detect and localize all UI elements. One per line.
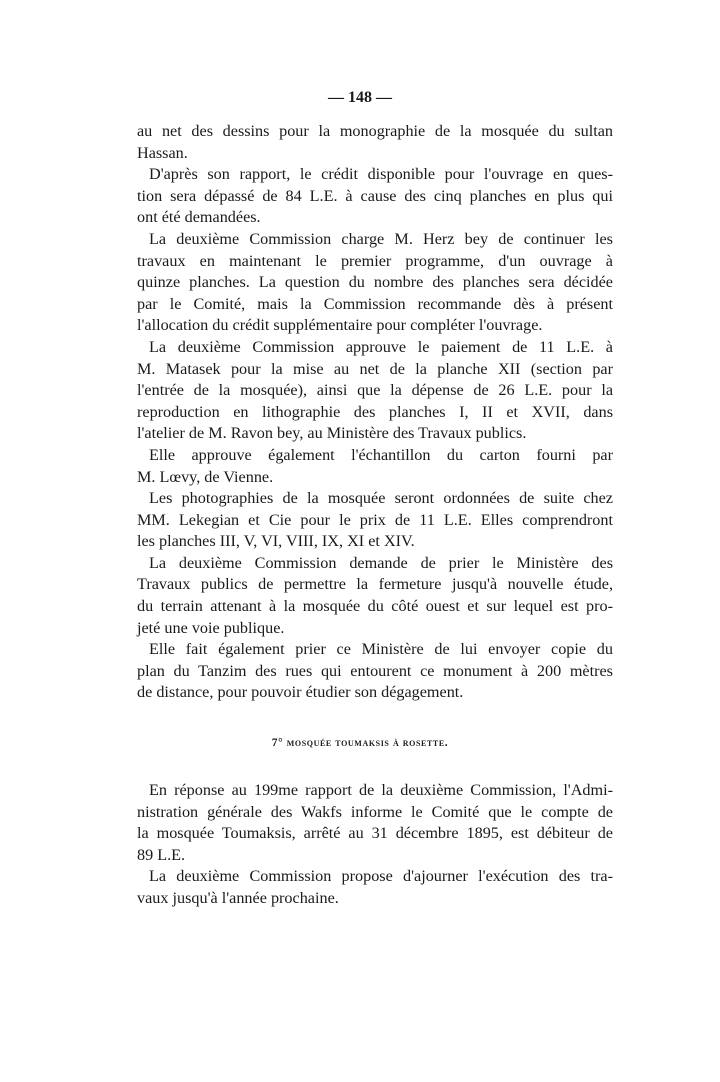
text-line: vaux jusqu'à l'année prochaine.: [137, 888, 339, 907]
text-line: M. Lœvy, de Vienne.: [137, 467, 274, 486]
text-line: ont été demandées.: [137, 208, 261, 227]
paragraph: [137, 229, 613, 337]
paragraph: [137, 780, 613, 866]
text-line: M. Matasek pour la mise au net de la planche XII (section par: [137, 359, 613, 378]
text-line: En réponse au 199me rapport de la deuxième Commission, l'Admi-: [149, 781, 613, 799]
text-line: travaux en maintenant le premier programme, d'un ouvrage à: [137, 251, 613, 270]
text-line: nistration générale des Wakfs informe le Comité que le compte de: [137, 802, 613, 821]
paragraph: [137, 639, 613, 704]
paragraph: [137, 445, 613, 488]
text-line: D'après son rapport, le crédit disponible pour l'ouvrage en ques-: [149, 165, 613, 184]
text-line: de distance, pour pouvoir étudier son dégagement.: [137, 683, 464, 702]
text-line: l'allocation du crédit supplémentaire pour compléter l'ouvrage.: [137, 316, 543, 335]
paragraph: [137, 164, 613, 229]
text-line: Travaux publics de permettre la fermeture jusqu'à nouvelle étude,: [137, 575, 613, 594]
text-line: l'entrée de la mosquée), ainsi que la dépense de 26 L.E. pour la: [137, 381, 613, 400]
text-line: par le Comité, mais la Commission recommande dès à présent: [137, 294, 613, 313]
text-line: Elle fait également prier ce Ministère de lui envoyer copie du: [149, 640, 613, 659]
text-line: jeté une voie publique.: [137, 618, 285, 637]
section-heading: 7° mosquée toumaksis à rosette.: [271, 737, 449, 749]
text-line: Les photographies de la mosquée seront ordonnées de suite chez: [149, 489, 613, 508]
text-line: 89 L.E.: [137, 845, 186, 864]
text-line: La deuxième Commission charge M. Herz bey de continuer les: [149, 229, 613, 248]
text-line: La deuxième Commission approuve le paiement de 11 L.E. à: [149, 337, 613, 356]
text-line: plan du Tanzim des rues qui entourent ce monument à 200 mètres: [137, 661, 613, 680]
paragraph: [137, 866, 613, 909]
paragraph: [137, 337, 613, 445]
text-line: La deuxième Commission demande de prier le Ministère des: [149, 553, 613, 572]
body-text-section-2: [137, 780, 613, 910]
text-line: reproduction en lithographie des planches I, II et XVII, dans: [137, 402, 613, 421]
paragraph: [137, 553, 613, 639]
text-line: l'atelier de M. Ravon bey, au Ministère des Travaux publics.: [137, 424, 527, 443]
text-line: tion sera dépassé de 84 L.E. à cause des cinq planches en plus qui: [137, 186, 613, 205]
text-line: les planches III, V, VI, VIII, IX, XI et XIV.: [137, 532, 415, 551]
text-line: La deuxième Commission propose d'ajourner l'exécution des tra-: [149, 867, 613, 886]
text-line: quinze planches. La question du nombre des planches sera décidée: [137, 273, 613, 292]
text-line: Hassan.: [137, 143, 188, 162]
page-number: — 148 —: [328, 89, 392, 106]
text-line: la mosquée Toumaksis, arrêté au 31 décembre 1895, est débiteur de: [137, 824, 613, 843]
text-line: du terrain attenant à la mosquée du côté ouest et sur lequel est pro-: [137, 597, 613, 616]
text-line: Elle approuve également l'échantillon du carton fourni par: [149, 445, 613, 464]
paragraph: [137, 121, 613, 164]
body-text-section-1: [137, 121, 613, 704]
text-line: MM. Lekegian et Cie pour le prix de 11 L.E. Elles comprendront: [137, 510, 613, 529]
paragraph: [137, 488, 613, 553]
text-line: au net des dessins pour la monographie de la mosquée du sultan: [137, 122, 613, 140]
